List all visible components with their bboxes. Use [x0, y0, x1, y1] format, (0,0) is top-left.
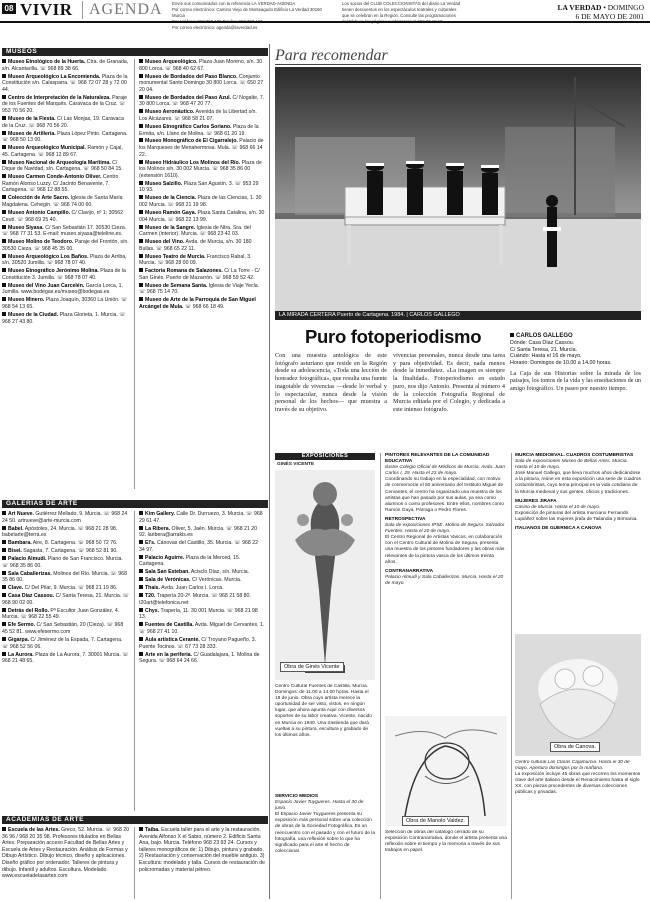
listing-name: Museo de la Ciudad.	[8, 312, 59, 319]
listing-details: Plaza de la Merced, 15. Cartagena.	[139, 554, 241, 568]
listing-details: Oliver, 5. Jaén. Murcia. ☏ 968 21 20 92. laribera@arrakis.es	[139, 525, 258, 539]
listing-details: Avda. Juan Carlos I. Lorca.	[160, 585, 224, 592]
listing-entry	[2, 637, 130, 650]
sailors-bench-photo	[275, 67, 641, 318]
listing-entry	[2, 268, 130, 281]
listing-entry	[2, 585, 130, 592]
listing-name: Museo de Arte de la Parroquia de San Miguel Arcángel de Mula.	[139, 297, 256, 311]
listing-name: Factoría Romana de Salazones.	[145, 268, 223, 275]
listing-entry	[139, 95, 265, 108]
listing-name: Museo Salzillo.	[145, 180, 183, 187]
bullet-icon	[2, 312, 6, 316]
listing-details: Plaza de La Aurora, 7. 30001 Murcia. ☏ 968 21 48 65.	[2, 651, 129, 665]
bullet-icon	[2, 622, 6, 626]
listing-details: Ramón y Cajal, 45. Cartagena. ☏ 968 12 89 67.	[2, 145, 123, 158]
bullet-icon	[2, 195, 6, 199]
bullet-icon	[2, 160, 6, 164]
bullet-icon	[139, 138, 143, 142]
bullet-icon	[139, 608, 143, 612]
listing-entry	[139, 608, 265, 621]
listing-name: Museo Siyasa.	[8, 224, 44, 231]
listing-name: Bambara.	[8, 540, 32, 547]
listing-details: C/ Del Pilar, 9. Murcia. ☏ 968 21 19 86.	[23, 585, 118, 592]
listing-name: Arte en la periferia.	[145, 651, 192, 658]
listing-entry	[139, 652, 265, 665]
listing-entry	[139, 540, 265, 553]
listing-name: Palacio Almudí.	[8, 556, 47, 563]
listing-details: Paraje del Frontón, s/n. 30530 Cieza. ☏ 968 45 35 00.	[2, 239, 129, 252]
listing-details: Avda. de Murcia, s/n. 30 180 Bullas. ☏ 968 65 22 11.	[139, 239, 252, 252]
academia-escuela-artes: Escuela de las Artes. Greco, 52. Murcia. ☏ 968 20 36 96 / 968 20 35 98. Profesores titulados en Bellas Artes. Preparación acceso Facultad de Bellas Artes y Escuela de Artes y Restauración. Análisis de Formas y Dibujo Artístico. Dibujo técnico, diseño y aplicaciones. Diseño gráfico por ordenador. Talleres de pintura y dibujo. Infantil y adultos. Escultura. Modelado. www.escueladelasartes.com	[2, 827, 130, 880]
listing-entry	[2, 571, 130, 584]
museos-left-column	[2, 59, 130, 489]
listing-details: C/ La Torre - C/ San Ginés. Puerto de Mazarrón. ☏ 968 59 52 42.	[139, 268, 260, 281]
listing-entry	[139, 138, 265, 158]
listing-name: Museo del Vino.	[145, 239, 185, 246]
listing-entry	[139, 195, 265, 208]
listing-entry	[139, 511, 265, 524]
listing-details: Iglesia de Viaje Yecla. ☏ 968 75 14 70.	[139, 282, 260, 296]
listing-name: Museo Etnográfico Jerónimo Molina.	[8, 268, 99, 275]
exposicion-venue: Centro Cultural Fuentes de Castilla. Murcia. Domingos: de 11.00 a 14.00 horas. Hasta el 18 de junio. Obra cuyo artista merece la oportunidad de ser visto, vistos, en ningún lugar, que ahora apunta Aquí con diversos soportes de su labor creativa. Vicente, nacido en Murcia en 1940. Una trastienda que dará vueltas a su pintura, escultura y grabado de los últimos años.	[275, 684, 372, 738]
listing-details: Francisco Rabal, 3. Murcia. ☏ 968 28 00 09.	[139, 253, 252, 267]
listing-details: Plaza de la Ermita, s/n. Llano de Molina. ☏ 968 61 20 19.	[139, 123, 259, 137]
artist-name: GINÉS VICENTE	[277, 462, 315, 467]
listing-details: C/ Dique de Navidad, s/n. Cartagena. ☏ 968 50 84 15.	[2, 159, 123, 173]
listing-name: El's.	[145, 540, 156, 547]
bullet-icon	[2, 95, 6, 99]
feature-body-col2: vivencias personales, nunca desde una tarea y para objetividad. Es decir, nada menos desde la inmediatez. «La imagen es siempre la finalidad». Fotoperiodismo en estado puro, nos dijo Antonio. Presenta al número 4 de la colección Fotografía Regional de Murcia editada por el Colegio, y dedicada a este intenso fotógrafo.	[393, 352, 505, 413]
listing-entry	[2, 556, 130, 569]
feature-info-box: CARLOS GALLEGO Dónde: Casa Díaz Cassou. C/ Santa Teresa, 21. Murcia. Cuándo: Hasta el 16 de mayo. Horario: Domingos de 10.00 a 14.00 horas. La Caja de sus Historias sobre la mirada de los paisajes, los tontos de la vida y las ensoñaciones de un amigo fotográfico. Un paseo por nuestro tiempo.	[510, 333, 641, 392]
listing-name: La Ribera.	[145, 525, 171, 532]
section-divider	[269, 44, 270, 899]
listing-entry	[139, 210, 265, 223]
bullet-icon	[139, 225, 143, 229]
listing-name: Palacio Aguirre.	[145, 554, 185, 561]
bullet-icon	[139, 95, 143, 99]
museos-header: MUSEOS	[2, 48, 268, 56]
photo-caption: LA MIRADA CERTERA Puerto de Cartagena. 1984. | CARLOS GALLEGO	[275, 311, 641, 320]
listing-entry	[2, 95, 130, 115]
academia-taiba: Taiba. Escuela taller para el arte y la restauración. Avenida Alfonso X el Sabio, número 2. Edificio Santa Ana, bajo. Murcia. Teléfono 968 23 93 24. Cursos y talleres monográficos de: 1) Dibujo, pintura y grabado. 2) Restauración y conservación del mueble antiguo. 3) Escultura: modelado y talla. Cursos de restauración de policromadas y material pétreo.	[139, 827, 265, 873]
listing-entry	[139, 569, 265, 576]
listing-details: Plano de San Francisco. Murcia. ☏ 968 35 86 00.	[2, 556, 123, 569]
feature-body-col1: Con una muestra antológica de este fotógrafo asturiano que reside en la Región desde su adolescencia, «Toda una lección de honradez fotográfica», que resulta una fuente inagotable de vivencias —desde lo verbal y lo espectacular, nunca desde la visión personal de los hechos— que muestra a través de su objetivo.	[275, 352, 387, 413]
valdez-caption: Obra de Manolo Valdez.	[402, 816, 469, 826]
bullet-icon	[139, 511, 143, 515]
feature-headline: Puro fotoperiodismo	[305, 326, 482, 347]
bullet-icon	[139, 297, 143, 301]
column-divider	[380, 453, 381, 899]
bullet-icon	[139, 160, 143, 164]
listing-name: T20.	[145, 593, 156, 600]
listing-details: ☏ 968 66 18 49.	[183, 304, 225, 311]
club-info: Los socios del CLUB COLECCIONISTAS del diario La Verdad tienen descuentos en los espectáculos teatrales y culturales que se celebran en la Región. Consulte las programaciones	[342, 1, 461, 18]
listing-entry	[2, 145, 130, 158]
listing-entry	[139, 109, 265, 122]
listing-entry	[139, 585, 265, 592]
listing-name: Museo Monográfico de El Cigarralejo.	[145, 138, 238, 145]
galerias-left-column	[2, 511, 130, 811]
feature-rule	[275, 64, 641, 65]
listing-name: Efe Sermo.	[8, 622, 36, 629]
listing-details: Plaza de la Constitución s/n. Calasparra. ☏ 968 72 07 28 y 72 00 44.	[2, 73, 128, 93]
exposiciones-col3: MURCIA MEDIOEVAL. CUADROS COSTUMBRISTAS Sala de exposiciones Museo de Bellas Artes. Murcia. Hasta el 10 de mayo. José Manuel Gallego, que lleva muchos años dedicándose a la pintura, reúne en esta exposición una serie de cuadros costumbristas, cuyo tema principal es la vida cotidiana de la Murcia medieval y sus gentes, oficios y tradiciones. MUJERES JIRAFA Casino de Murcia. Hasta el 10 de mayo. Exposición de pinturas del artista murciano Fernando Lupiáñez sobre las mujeres jirafa de Tailandia y Birmania. ITALIANOS DE GUERNICA A CANOVA	[515, 453, 641, 532]
exposiciones-header: EXPOSICIONES	[275, 453, 375, 460]
listing-entry	[2, 210, 130, 223]
listing-name: Thais.	[145, 585, 160, 592]
listing-name: Museo Etnológico de la Huerta.	[8, 59, 86, 65]
listing-entry	[2, 239, 130, 252]
bullet-icon	[2, 593, 6, 597]
bullet-icon	[139, 210, 143, 214]
listing-name: Museo Carmen Conde-Antonio Oliver.	[8, 174, 102, 181]
listing-name: Art Nueve.	[8, 511, 34, 517]
bullet-icon	[2, 145, 6, 149]
listing-entry	[2, 312, 130, 325]
listing-name: Centro de Interpretación de la Naturaleza.	[8, 94, 111, 101]
header-rule	[0, 21, 650, 23]
listing-entry	[2, 652, 130, 665]
listing-entry	[139, 593, 265, 606]
listing-entry	[2, 195, 130, 208]
listing-name: Sala San Esteban.	[145, 569, 190, 576]
bullet-icon	[139, 283, 143, 287]
bullet-icon	[2, 174, 6, 178]
bullet-icon	[2, 268, 6, 272]
listing-name: Museo de Bordados del Paso Azul.	[145, 94, 231, 101]
listing-details: Plaza San Agustín, 3. ☏ 953 29 10 93.	[139, 180, 259, 194]
listing-details: C/ Guadalajara, 1. Molina de Segura. ☏ 968 64 24 66.	[139, 651, 260, 665]
bullet-icon	[139, 181, 143, 185]
listing-details: Sagasta, 7. Cartagena. ☏ 968 52 81 90.	[21, 548, 118, 555]
listing-name: Museo de Semana Santa.	[145, 282, 208, 289]
bullet-icon	[139, 74, 143, 78]
listing-name: Museo Arqueológico Los Baños.	[8, 253, 89, 260]
bullet-icon	[139, 585, 143, 589]
listing-name: Museo Teatro de Murcia.	[145, 253, 206, 260]
listing-entry	[139, 59, 265, 72]
listing-entry	[2, 548, 130, 555]
listing-entry	[139, 225, 265, 238]
listing-entry	[139, 297, 265, 310]
listing-details: Plaza Glorieta, 1. Murcia. ☏ 968 27 43 80.	[2, 312, 126, 325]
bullet-icon	[139, 195, 143, 199]
listing-name: Casa Díaz Cassou.	[8, 593, 55, 600]
listing-name: Babel.	[8, 525, 24, 532]
listing-details: C/ San Sebastián, 20 (Cieza). ☏ 968 45 52 81. www.efesermo.com	[2, 622, 124, 636]
listing-details: Pº Escultor Juan González, 4. Murcia. ☏ 968 22 55 49.	[2, 607, 120, 621]
valdez-artwork	[385, 716, 507, 826]
valdez-image	[385, 716, 507, 826]
listing-name: Aula artística Cerante.	[145, 637, 200, 643]
listing-name: Museo Antonio Campillo.	[8, 209, 71, 216]
listing-details: Plaza López Pinto. Cartagena. ☏ 968 50 13 00.	[2, 130, 128, 144]
bullet-icon	[139, 622, 143, 626]
listing-entry	[139, 622, 265, 635]
listing-entry	[139, 254, 265, 267]
bullet-icon	[139, 59, 143, 63]
bullet-icon	[2, 283, 6, 287]
bullet-icon	[2, 637, 6, 641]
listing-entry	[2, 131, 130, 144]
listing-entry	[2, 74, 130, 94]
listing-entry	[139, 74, 265, 94]
listing-entry	[2, 116, 130, 129]
bullet-icon	[2, 225, 6, 229]
listing-name: Museo Arqueológico.	[145, 59, 198, 65]
listing-name: Museo Arqueológico Municipal.	[8, 145, 86, 152]
listing-entry	[139, 555, 265, 568]
listing-details: C/ Jiménez de la Espada, 7. Cartagena. ☏ 968 52 56 06.	[2, 637, 123, 650]
listing-details: Plaza de Arriba, s/n. 30520 Jumilla. ☏ 968 78 07 40.	[2, 253, 127, 267]
listing-entry	[2, 593, 130, 606]
listing-name: Museo de Artillería.	[8, 130, 56, 137]
bullet-icon	[2, 511, 6, 515]
feature-section-label: Para recomendar	[275, 47, 388, 64]
canova-caption: Obra de Canova.	[550, 742, 600, 752]
listing-name: Chys.	[145, 607, 160, 614]
exposiciones-col3-bottom: Centro cultural Las Claras Cajamurcia. Hasta el 30 de mayo. Apertura domingos por la mañana. La exposición incluye 45 obras que recorren los momentos clave del arte italiano desde el Renacimiento hasta el siglo XX, con piezas procedentes de diversas colecciones públicas y privadas.	[515, 760, 641, 796]
listing-entry	[2, 511, 130, 524]
bullet-icon	[2, 571, 6, 575]
bullet-icon	[2, 239, 6, 243]
listing-details: C/ Clavijo, nº 1; 30562 Ceutí. ☏ 968 69 25 40.	[2, 209, 123, 223]
listing-name: Museo de Bordados del Paso Blanco.	[145, 73, 238, 80]
listing-details: Palacio de los Marqueses de Menahermosa. Mula. ☏ 968 66 14 22.	[139, 138, 264, 158]
listing-name: Gigarpa.	[8, 637, 30, 643]
bullet-icon	[2, 254, 6, 258]
bullet-icon	[2, 556, 6, 560]
listing-entry	[139, 577, 265, 584]
listing-name: Fuentes de Castilla.	[145, 622, 194, 629]
listing-details: Trapería 20-2ª. Murcia. ☏ 968 21 58 80. t20art@telefonica.net	[139, 593, 251, 606]
academias-header: ACADEMIAS DE ARTE	[2, 816, 268, 824]
feature-photo	[275, 67, 641, 318]
listing-entry	[2, 608, 130, 621]
listing-details: Plaza Santa Catalina, s/n. 30 004 Murcia. ☏ 968 22 13 99.	[139, 209, 265, 223]
listing-name: Museo del Vino Juan Carcelén.	[8, 282, 85, 289]
listing-entry	[139, 283, 265, 296]
listing-details: Acisclo Díaz, s/n. Murcia.	[189, 569, 250, 576]
listing-details: C/ Verónicas. Murcia.	[190, 577, 242, 584]
listing-details: C/ Nogalte, 7. 30 800 Lorca. ☏ 968 47 20 77.	[139, 94, 265, 108]
listing-details: C/ Santa Teresa, 21. Murcia. ☏ 968 90 02 00.	[2, 593, 130, 606]
museos-right-column	[139, 59, 265, 489]
subsection-title: AGENDA	[82, 1, 163, 19]
listing-details: García Lorca, 1. Jumilla. www.bodegas.es/museo@bodegas.es	[2, 282, 123, 296]
bullet-icon	[139, 268, 143, 272]
listing-details: C/ Las Monjas, 19. Caravaca de la Cruz. ☏ 968 70 56 20.	[2, 115, 124, 129]
exposiciones-col2: PINTORES RELEVANTES DE LA COMUNIDAD EDUCATIVA Ilustre Colegio Oficial de Médicos de Murcia. Avda. Juan Carlos I, 29. Hasta el 23 de mayo. Coordinando su trabajo en la especialidad, con motivo de conmemorar el 50 aniversario del Instituto Miguel de Cervantes, el centro ha organizado una muestra de los artistas que han pasado por sus aulas, ya sea como alumnos o como profesores. Entre ellos, nombres como Ramón Gaya, Párraga o Pedro Flores. RETROSPECTIVA Sala de exposiciones IPSE. Molina de Segura. Salvador Fuentes. Hasta el 20 de mayo. El Centro Regional de Artistas Vascos, en colaboración con el Centro Cultural de Molina de Segura, presenta una muestra de los pintores fundadores y las obras más relevantes de la pintura vasca de los últimos treinta años. CONTRANARRATIVA Palacio Almudí y Sala Caballerizas. Murcia. Hasta el 20 de mayo.	[385, 453, 505, 586]
listing-details: Conjunto monumental Santo Domingo 30 800 Lorca. ☏ 650 27 20 04.	[139, 73, 264, 93]
listing-entry	[139, 124, 265, 137]
listing-details: C/ Troyano Pagueño, 3. Puente Tocinos. ☏ 67 73 28 333.	[139, 637, 257, 650]
contact-info: Envíe sus comunicados con la referencia LA VERDAD-AGENDA Por correo electrónico: Camino Viejo de Monteagudo Edificio La Verdad 30160 Murcia Por correo electrónico: agenda@laverdad.es	[172, 1, 322, 30]
listing-entry	[2, 297, 130, 310]
listing-entry	[2, 283, 130, 296]
listing-details: Plaza de la Constitución 3. Jumilla. ☏ 968 78 07 40.	[2, 268, 126, 281]
listing-entry	[2, 174, 130, 194]
listing-details: Trapería, 11. 30 001 Murcia. ☏ 968 21 98 13.	[139, 607, 258, 621]
listing-details: Avenida de la Libertad s/n. Los Alcázares. ☏ 968 58 21 07.	[139, 109, 257, 122]
listing-details: Ctra. de Granada, s/n. Alcantarilla. ☏ 968 89 38 66.	[2, 59, 129, 72]
bullet-icon	[139, 577, 143, 581]
listing-name: Museo Ramón Gaya.	[145, 209, 197, 216]
listing-name: Kim Gallery.	[145, 511, 175, 517]
bullet-icon	[2, 526, 6, 530]
exposicion-shared: SERVICIO MEDIOS Espacio Javier Tuygueres. Hasta el 30 de junio. El Espacio Javier Tuygueres presenta su exposición más personal sobre una colección de obras de la Sociedad Fotográfica. Es un reencuentro con el pasado y con el futuro de la fotografía, una reflexión sobre lo que ha significado para el arte el hecho de coleccionar.	[275, 794, 375, 854]
bullet-icon	[2, 540, 6, 544]
bullet-icon	[139, 526, 143, 530]
listing-details: Plaza de los Molinos s/n. 30 002 Murcia. ☏ 968 35 86 00 (extensión 1610).	[139, 159, 262, 179]
listing-entry	[139, 268, 265, 281]
listing-name: Colección de Arte Sacro.	[8, 195, 70, 202]
sculpture-image	[275, 470, 375, 680]
listing-name: Museo Etnográfico Carlos Soriano.	[145, 123, 232, 130]
listing-entry	[2, 160, 130, 173]
masthead-date: LA VERDAD • DOMINGO 6 DE MAYO DE 2001	[557, 3, 644, 21]
listing-entry	[139, 160, 265, 180]
listing-entry	[139, 239, 265, 252]
listing-entry	[2, 540, 130, 547]
listing-details: Apóstoles, 24. Murcia. ☏ 968 21 28 98. babelarte@terra.es	[2, 525, 118, 539]
listing-name: Museo Molino de Teodoro.	[8, 239, 74, 246]
bullet-icon	[139, 637, 143, 641]
bullet-icon	[2, 585, 6, 589]
listing-details: Plaza Juan Moreno, s/n. 30 800 Lorca. ☏ 968 40 62 67.	[139, 59, 263, 72]
column-divider	[134, 511, 135, 811]
listing-name: Museo de la Ciencia.	[145, 195, 197, 202]
column-divider	[134, 59, 135, 489]
listing-name: Sala de Verónicas.	[145, 577, 191, 584]
listing-details: Gutiérrez Mellado, 9. Murcia. ☏ 968 24 24 50. artnueve@arte-murcia.com	[2, 511, 128, 524]
bullet-icon	[139, 555, 143, 559]
listing-name: Museo Arqueológico La Encomienda.	[8, 73, 101, 80]
listing-name: Clave.	[8, 585, 24, 592]
listing-name: La Aurora.	[8, 651, 34, 658]
bullet-icon	[139, 254, 143, 258]
bullet-icon	[2, 210, 6, 214]
listing-entry	[139, 181, 265, 194]
bullet-icon	[2, 116, 6, 120]
listing-details: Paraje de los Fuentes del Marqués. Caravaca de la Cruz. ☏ 953 70 56 20.	[2, 94, 128, 114]
listing-details: Centro Ramón Alonso Luzzy. C/ Jacinto Benavente, 7. Cartagena. ☏ 968 12 88 55.	[2, 174, 119, 194]
bullet-icon	[139, 652, 143, 656]
listing-details: Plaza Joaquín, 30360 La Unión. ☏ 968 54 13 65.	[2, 297, 128, 311]
listing-name: Bisel.	[8, 548, 22, 555]
bullet-icon	[2, 652, 6, 656]
listing-details: Iglesia de Santa María Magdalena. Cehegín. ☏ 968 74 00 60.	[2, 195, 123, 208]
bullet-icon	[139, 540, 143, 544]
listing-entry	[2, 59, 130, 72]
listing-entry	[139, 637, 265, 650]
listing-details: Plaza de las Ciencias, 1. 30 002 Murcia. ☏ 968 21 19 98.	[139, 195, 262, 208]
listing-entry	[139, 526, 265, 539]
listing-name: Museo de la Sangre.	[145, 224, 196, 231]
listing-details: Avda. Miguel de Cervantes, 1. ☏ 968 27 41 10.	[139, 622, 265, 636]
sculpture-caption: Obra de Ginés Vicente	[280, 662, 344, 672]
bullet-icon	[139, 593, 143, 597]
bullet-icon	[139, 124, 143, 128]
column-divider	[511, 453, 512, 899]
listing-name: Sala Caballerizas.	[8, 570, 52, 577]
canova-artwork	[515, 634, 641, 756]
galerias-header: GALERÍAS DE ARTE	[2, 500, 268, 508]
listing-details: Molinos del Río. Murcia. ☏ 968 35 86 00.	[2, 570, 127, 584]
bullet-icon	[2, 297, 6, 301]
canova-image	[515, 634, 641, 756]
column-divider	[134, 827, 135, 899]
bullet-icon	[139, 109, 143, 113]
listing-entry	[2, 225, 130, 238]
bullet-icon	[2, 131, 6, 135]
bullet-icon	[139, 239, 143, 243]
listing-entry	[2, 254, 130, 267]
section-title: VIVIR	[20, 0, 73, 19]
listing-entry	[2, 622, 130, 635]
listing-name: Museo de la Fiesta.	[8, 115, 56, 122]
listing-details: Iglesia de Ntra. Sra. del Carmen (interior). Murcia. ☏ 968 23 42 03.	[139, 224, 251, 238]
bullet-icon	[139, 569, 143, 573]
listing-name: Detrás del Rollo.	[8, 607, 49, 614]
bullet-icon	[2, 608, 6, 612]
exposiciones-col2-bottom: Selección de obras del catálogo cerrado de su exposición Contranarrativa, donde el artista presenta una reflexión sobre el tiempo y la memoria a través de sus trabajos en papel.	[385, 830, 507, 854]
listing-details: C/ San Sebastián 17. 30530 Cieza. ☏ 968 77 31 53. E-mail: museo.siyasa@teleline.es.	[2, 224, 127, 238]
galerias-right-column	[139, 511, 265, 811]
listing-details: Aire, 8. Cartagena. ☏ 968 50 72 76.	[31, 540, 118, 547]
listing-name: Museo Aeronáutico.	[145, 109, 195, 116]
sculpture-artwork	[275, 470, 375, 680]
listing-details: Cánovas del Castillo, 35. Murcia. ☏ 968 22 34 97.	[139, 540, 258, 553]
page-number: 08	[2, 3, 16, 14]
bullet-icon	[2, 548, 6, 552]
listing-details: Calle Dr. Durruezo, 3. Murcia. ☏ 968 29 61 47.	[139, 511, 263, 524]
listing-name: Museo Hidráulico Los Molinos del Río.	[145, 159, 241, 166]
bullet-icon	[2, 59, 6, 63]
listing-entry	[2, 526, 130, 539]
listing-name: Museo Nacional de Arqueología Marítima.	[8, 159, 111, 166]
listing-name: Museo Minero.	[8, 297, 45, 304]
bullet-icon	[2, 74, 6, 78]
